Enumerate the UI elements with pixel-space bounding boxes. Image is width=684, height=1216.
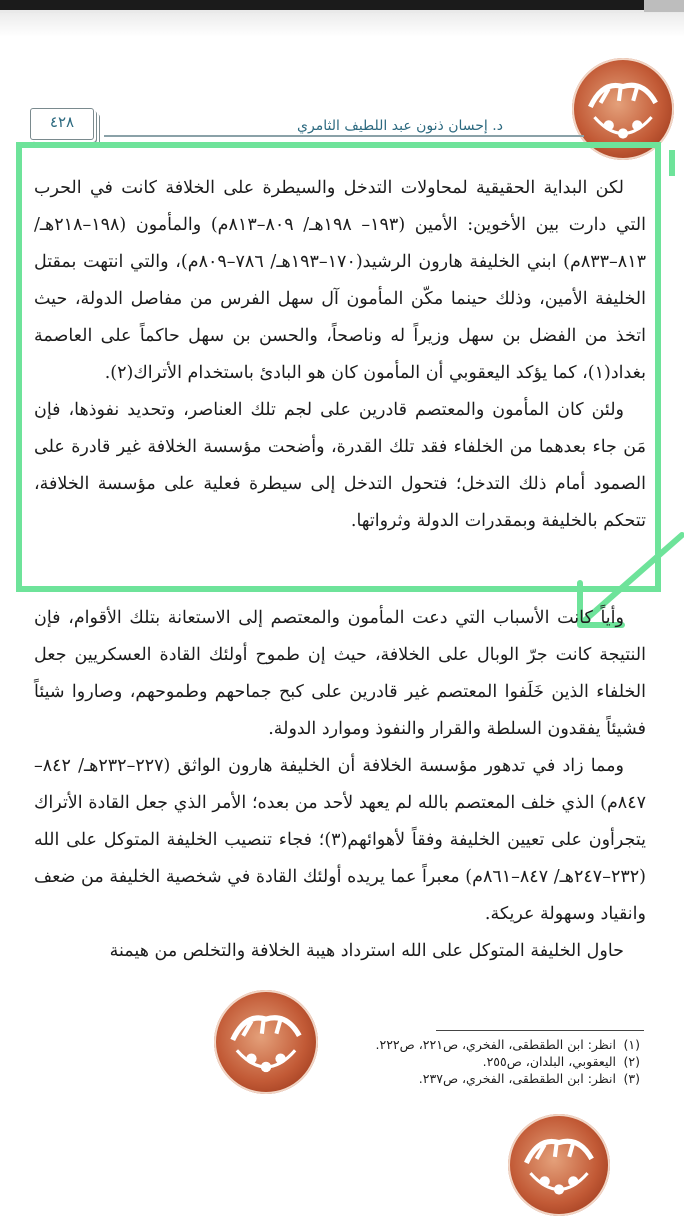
paragraph: ومما زاد في تدهور مؤسسة الخلافة أن الخليفة هارون الواثق (٢٢٧–٢٣٢هـ/ ٨٤٢–٨٤٧م) الذي خلف المعتصم بالله لم يعهد لأحد من بعده؛ الأمر الذي جعل القادة الأتراك يتجرأون على تعيين الخليفة وفقاً لأهوائهم(٣)؛ فجاء تنصيب الخليفة المتوكل على الله (٢٣٢–٢٤٧هـ/ ٨٤٧–٨٦١م) معبراً عما يريده أولئك القادة في شخصية الخليفة من ضعف وانقياد وسهولة عريكة. xyxy=(34,756,646,924)
page-number-box xyxy=(30,108,94,140)
paragraph: لكن البداية الحقيقية لمحاولات التدخل والسيطرة على الخلافة كانت في الحرب التي دارت بين الأخوين: الأمين (١٩٣– ١٩٨هـ/ ٨٠٩–٨١٣م) والمأمون (١٩٨–٢١٨هـ/ ٨١٣–٨٣٣م) ابني الخليفة هارون الرشيد(١٧٠–١٩٣هـ/ ٧٨٦–٨٠٩م)، والتي انتهت بمقتل الخليفة الأمين، وذلك حينما مكّن المأمون آل سهل الفرس من مفاصل الدولة، حيث اتخذ من الفضل بن سهل وزيراً له وناصحاً، والحسن بن سهل حاكماً على العاصمة بغداد(١)، كما يؤكد اليعقوبي أن المأمون كان هو البادئ باستخدام الأتراك(٢). xyxy=(34,178,646,383)
paragraph: وأياً كانت الأسباب التي دعت المأمون والمعتصم إلى الاستعانة بتلك الأقوام، فإن النتيجة كانت جرّ الوبال على الخلافة، حيث إن طموح أولئك القادة العسكريين جعل الخلفاء الذين خَلَفوا المعتصم غير قادرين على كبح جماحهم وطموحهم، وصاروا شيئاً فشيئاً يفقدون السلطة والقرار والنفوذ وموارد الدولة. xyxy=(34,608,646,739)
page-number: ٤٢٨ xyxy=(49,113,75,131)
footnote-text: انظر: ابن الطقطقى، الفخري، ص٢٣٧. xyxy=(418,1071,617,1086)
status-bar-tab xyxy=(644,0,684,12)
stamp-graphic xyxy=(508,1114,610,1216)
footnote-mark: (١) xyxy=(623,1037,640,1052)
body-text xyxy=(34,600,646,970)
footnote xyxy=(330,1053,640,1070)
status-bar xyxy=(0,0,684,10)
watermark-stamp-bottom xyxy=(508,1114,610,1216)
footnote-text: اليعقوبي، البلدان، ص٢٥٥. xyxy=(482,1054,617,1069)
stamp-graphic xyxy=(214,990,318,1094)
highlight-box-edge xyxy=(669,150,675,176)
footnote-mark: (٢) xyxy=(623,1054,640,1069)
footnote-rule xyxy=(436,1030,644,1031)
paragraph: حاول الخليفة المتوكل على الله استرداد هيبة الخلافة والتخلص من هيمنة xyxy=(109,941,624,961)
watermark-stamp-middle xyxy=(214,990,318,1094)
footnote xyxy=(330,1036,640,1053)
header-rule xyxy=(104,135,584,137)
footnotes xyxy=(330,1036,640,1087)
footnote-text: انظر: ابن الطقطقى، الفخري، ص٢٢١، ص٢٢٢. xyxy=(375,1037,617,1052)
running-header-author: د. إحسان ذنون عبد اللطيف الثامري xyxy=(297,118,503,134)
top-shade xyxy=(0,13,684,37)
footnote-mark: (٣) xyxy=(623,1071,640,1086)
paragraph: ولئن كان المأمون والمعتصم قادرين على لجم تلك العناصر، وتحديد نفوذها، فإن مَن جاء بعدهما من الخلفاء فقد تلك القدرة، وأضحت مؤسسة الخلافة غير قادرة على الصمود أمام ذلك التدخل؛ فتحول التدخل إلى سيطرة فعلية على مؤسسة الخلافة، تتحكم بالخليفة وبمقدرات الدولة وثرواتها. xyxy=(34,400,646,531)
footnote xyxy=(330,1070,640,1087)
